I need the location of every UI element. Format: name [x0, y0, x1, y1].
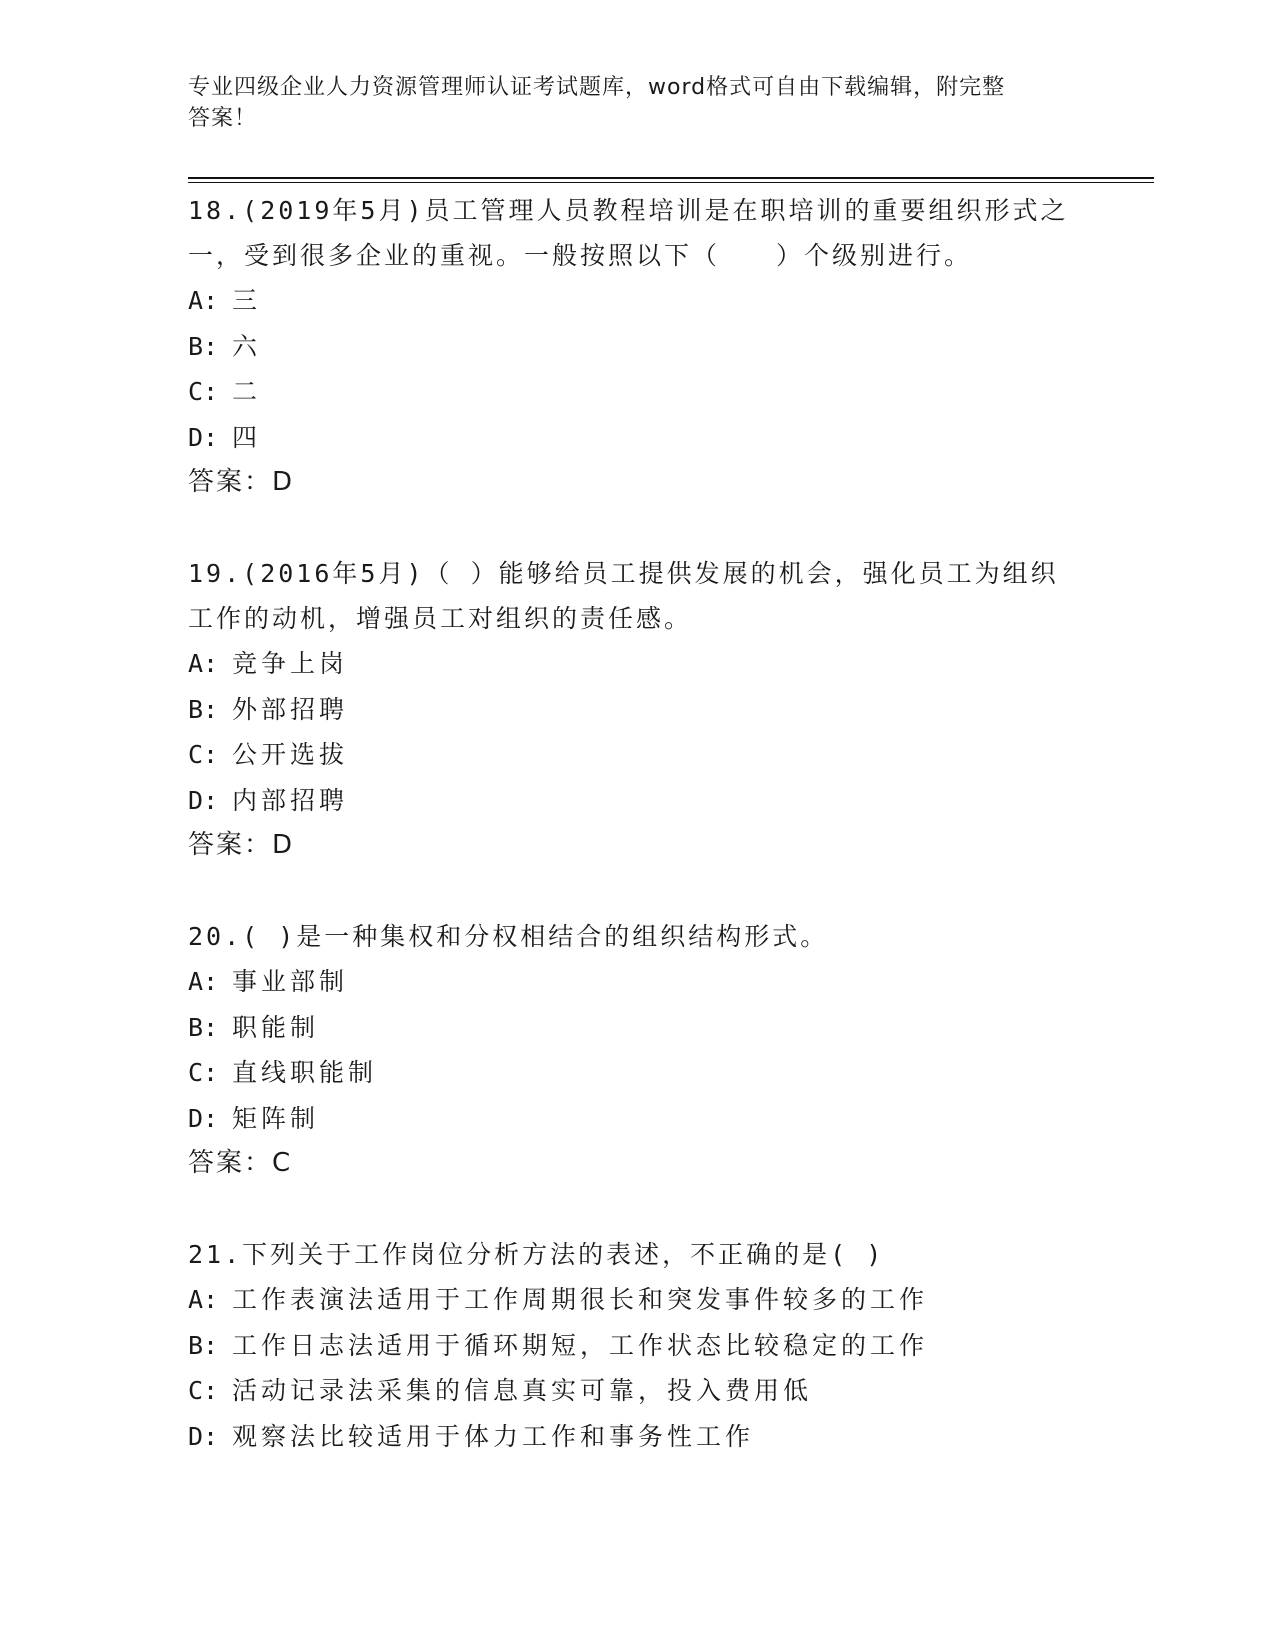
option-letter: C: [188, 377, 219, 406]
option-letter: B: [188, 1012, 219, 1042]
option-text: 观察法比较适用于体力工作和事务性工作 [232, 1421, 755, 1451]
option-text: 三 [232, 286, 262, 315]
option-letter: D: [188, 422, 219, 452]
option-text: 矩阵制 [232, 1103, 320, 1133]
option-text: 外部招聘 [232, 694, 349, 724]
question-stem [188, 188, 1088, 278]
question-stem-line-2: 工作的动机，增强员工对组织的责任感。 [188, 604, 693, 633]
option-letter: C: [188, 740, 219, 769]
option-text: 六 [232, 331, 262, 361]
question-stem-line-1: 18.(2019年5月)员工管理人员教程培训是在职培训的重要组织形式之 [188, 196, 1069, 225]
option-c [188, 1368, 1088, 1414]
option-d [188, 778, 1088, 824]
option-text: 工作日志法适用于循环期短，工作状态比较稳定的工作 [232, 1330, 929, 1360]
option-c [188, 369, 1088, 415]
option-a [188, 959, 1088, 1005]
option-letter: D: [188, 1103, 219, 1133]
option-text: 职能制 [232, 1012, 320, 1042]
option-b [188, 687, 1088, 733]
question-list [188, 188, 1088, 1505]
option-text: 事业部制 [232, 967, 349, 996]
header-divider-bottom [188, 182, 1154, 183]
option-text: 工作表演法适用于工作周期很长和突发事件较多的工作 [232, 1285, 929, 1314]
question-stem-line-1: 21.下列关于工作岗位分析方法的表述，不正确的是( ) [188, 1240, 885, 1269]
question-stem-line-1: 19.(2016年5月)（ ）能够给员工提供发展的机会，强化员工为组织 [188, 559, 1059, 588]
option-d [188, 1414, 1088, 1460]
answer-label: 答案：C [188, 1148, 293, 1178]
answer-label: 答案：D [188, 830, 295, 860]
option-letter: A: [188, 1285, 219, 1314]
header-divider-top [188, 177, 1154, 179]
document-header [188, 72, 1088, 134]
option-letter: B: [188, 694, 219, 724]
question-20 [188, 914, 1088, 1186]
answer-label: 答案：D [188, 467, 295, 497]
question-stem [188, 551, 1088, 641]
question-19 [188, 551, 1088, 868]
option-a [188, 1277, 1088, 1323]
option-c [188, 1050, 1088, 1096]
header-line-1: 专业四级企业人力资源管理师认证考试题库，word格式可自由下载编辑，附完整 [188, 75, 1006, 100]
option-c [188, 732, 1088, 778]
option-a [188, 641, 1088, 687]
option-letter: C: [188, 1058, 219, 1087]
option-text: 活动记录法采集的信息真实可靠，投入费用低 [232, 1376, 813, 1405]
question-18 [188, 188, 1088, 505]
option-b [188, 324, 1088, 370]
option-text: 竞争上岗 [232, 649, 349, 678]
option-letter: D: [188, 1421, 219, 1451]
option-letter: A: [188, 967, 219, 996]
option-text: 四 [232, 422, 262, 452]
option-letter: A: [188, 286, 219, 315]
option-d [188, 415, 1088, 461]
question-21 [188, 1232, 1088, 1459]
option-text: 二 [232, 377, 262, 406]
option-letter: C: [188, 1376, 219, 1405]
option-letter: B: [188, 331, 219, 361]
option-letter: B: [188, 1330, 219, 1360]
question-stem [188, 914, 1088, 959]
question-stem-line-2: 一，受到很多企业的重视。一般按照以下（ ）个级别进行。 [188, 241, 973, 270]
option-b [188, 1323, 1088, 1369]
question-stem-line-1: 20.( )是一种集权和分权相结合的组织结构形式。 [188, 922, 829, 951]
option-text: 内部招聘 [232, 785, 349, 815]
option-letter: D: [188, 785, 219, 815]
header-line-2: 答案！ [188, 106, 258, 131]
option-letter: A: [188, 649, 219, 678]
option-a [188, 278, 1088, 324]
question-stem [188, 1232, 1088, 1277]
option-text: 直线职能制 [232, 1058, 378, 1087]
option-d [188, 1096, 1088, 1142]
option-text: 公开选拔 [232, 740, 349, 769]
option-b [188, 1005, 1088, 1051]
